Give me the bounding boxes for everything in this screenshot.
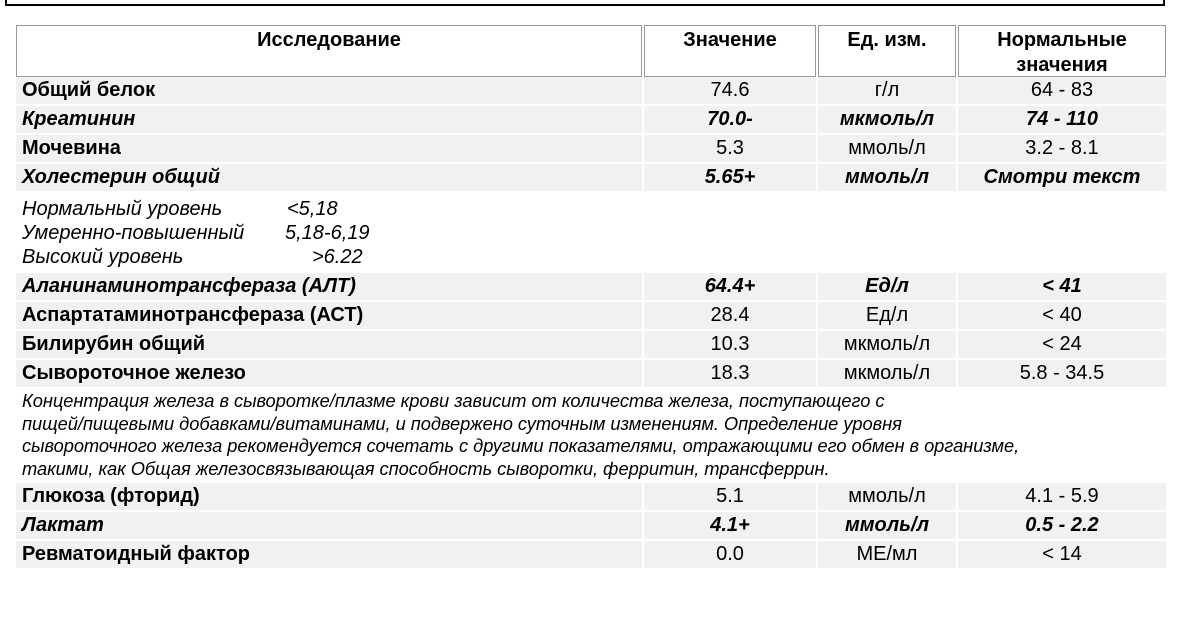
test-value: 74.6	[644, 77, 816, 104]
test-unit: Ед/л	[818, 302, 956, 329]
test-name: Аспартатаминотрансфераза (АСТ)	[16, 302, 642, 329]
test-value: 0.0	[644, 541, 816, 568]
test-name: Аланинаминотрансфераза (АЛТ)	[16, 273, 642, 300]
table-row	[16, 541, 1166, 568]
test-name: Мочевина	[16, 135, 642, 162]
table-row-flagged	[16, 273, 1166, 300]
test-unit: ммоль/л	[818, 512, 956, 539]
test-name: Билирубин общий	[16, 331, 642, 358]
note-label: Высокий уровень	[22, 246, 184, 268]
test-normal: 5.8 - 34.5	[958, 360, 1166, 387]
note-range: <5,18	[287, 198, 338, 220]
test-unit: г/л	[818, 77, 956, 104]
table-row	[16, 135, 1166, 162]
note-range: 5,18-6,19	[285, 222, 370, 244]
note-line	[22, 197, 1160, 221]
table-row-flagged	[16, 106, 1166, 133]
header-unit: Ед. изм.	[818, 25, 956, 77]
cholesterol-reference-note	[16, 193, 1166, 271]
note-line: Концентрация железа в сыворотке/плазме крови зависит от количества железа, поступающего с	[22, 390, 885, 411]
test-normal: < 14	[958, 541, 1166, 568]
note-range: >6.22	[312, 246, 363, 268]
table-row	[16, 483, 1166, 510]
test-unit: ммоль/л	[818, 164, 956, 191]
test-value: 5.65+	[644, 164, 816, 191]
test-value: 5.1	[644, 483, 816, 510]
test-value: 18.3	[644, 360, 816, 387]
header-test: Исследование	[16, 25, 642, 77]
test-unit: ммоль/л	[818, 483, 956, 510]
table-header	[16, 25, 1166, 77]
test-name: Сывороточное железо	[16, 360, 642, 387]
note-line	[22, 245, 1160, 269]
table-row	[16, 331, 1166, 358]
test-name: Креатинин	[16, 106, 642, 133]
note-line: такими, как Общая железосвязывающая способность сыворотки, ферритин, трансферрин.	[22, 457, 830, 479]
note-label: Нормальный уровень	[22, 198, 223, 220]
test-value: 64.4+	[644, 273, 816, 300]
test-normal: Смотри текст	[958, 164, 1166, 191]
note-line: пищей/пищевыми добавками/витаминами, и подвержено суточным изменениям. Определение уровня	[22, 412, 902, 434]
test-name: Холестерин общий	[16, 164, 642, 191]
note-label: Умеренно-повышенный	[22, 222, 245, 244]
test-name: Общий белок	[16, 77, 642, 104]
test-unit: ммоль/л	[818, 135, 956, 162]
test-normal: 74 - 110	[958, 106, 1166, 133]
lab-results-table	[16, 25, 1166, 570]
iron-reference-note	[16, 389, 1166, 481]
test-unit: МЕ/мл	[818, 541, 956, 568]
test-normal: 4.1 - 5.9	[958, 483, 1166, 510]
note-line: сывороточного железа рекомендуется сочетать с другими показателями, отражающими его обмен в организме,	[22, 435, 1020, 456]
test-value: 70.0-	[644, 106, 816, 133]
header-value: Значение	[644, 25, 816, 77]
note-line	[22, 221, 1160, 245]
test-unit: мкмоль/л	[818, 331, 956, 358]
test-unit: мкмоль/л	[818, 106, 956, 133]
test-value: 28.4	[644, 302, 816, 329]
test-normal: 0.5 - 2.2	[958, 512, 1166, 539]
header-normal: Нормальные значения	[958, 25, 1166, 77]
table-row	[16, 77, 1166, 104]
test-normal: < 40	[958, 302, 1166, 329]
test-value: 5.3	[644, 135, 816, 162]
test-unit: Ед/л	[818, 273, 956, 300]
test-value: 4.1+	[644, 512, 816, 539]
table-row-flagged	[16, 164, 1166, 191]
test-normal: 3.2 - 8.1	[958, 135, 1166, 162]
test-name: Глюкоза (фторид)	[16, 483, 642, 510]
table-row	[16, 360, 1166, 387]
test-normal: < 41	[958, 273, 1166, 300]
test-name: Лактат	[16, 512, 642, 539]
test-normal: 64 - 83	[958, 77, 1166, 104]
test-value: 10.3	[644, 331, 816, 358]
test-name: Ревматоидный фактор	[16, 541, 642, 568]
top-frame	[5, 0, 1165, 6]
test-normal: < 24	[958, 331, 1166, 358]
table-row-flagged	[16, 512, 1166, 539]
table-row	[16, 302, 1166, 329]
test-unit: мкмоль/л	[818, 360, 956, 387]
